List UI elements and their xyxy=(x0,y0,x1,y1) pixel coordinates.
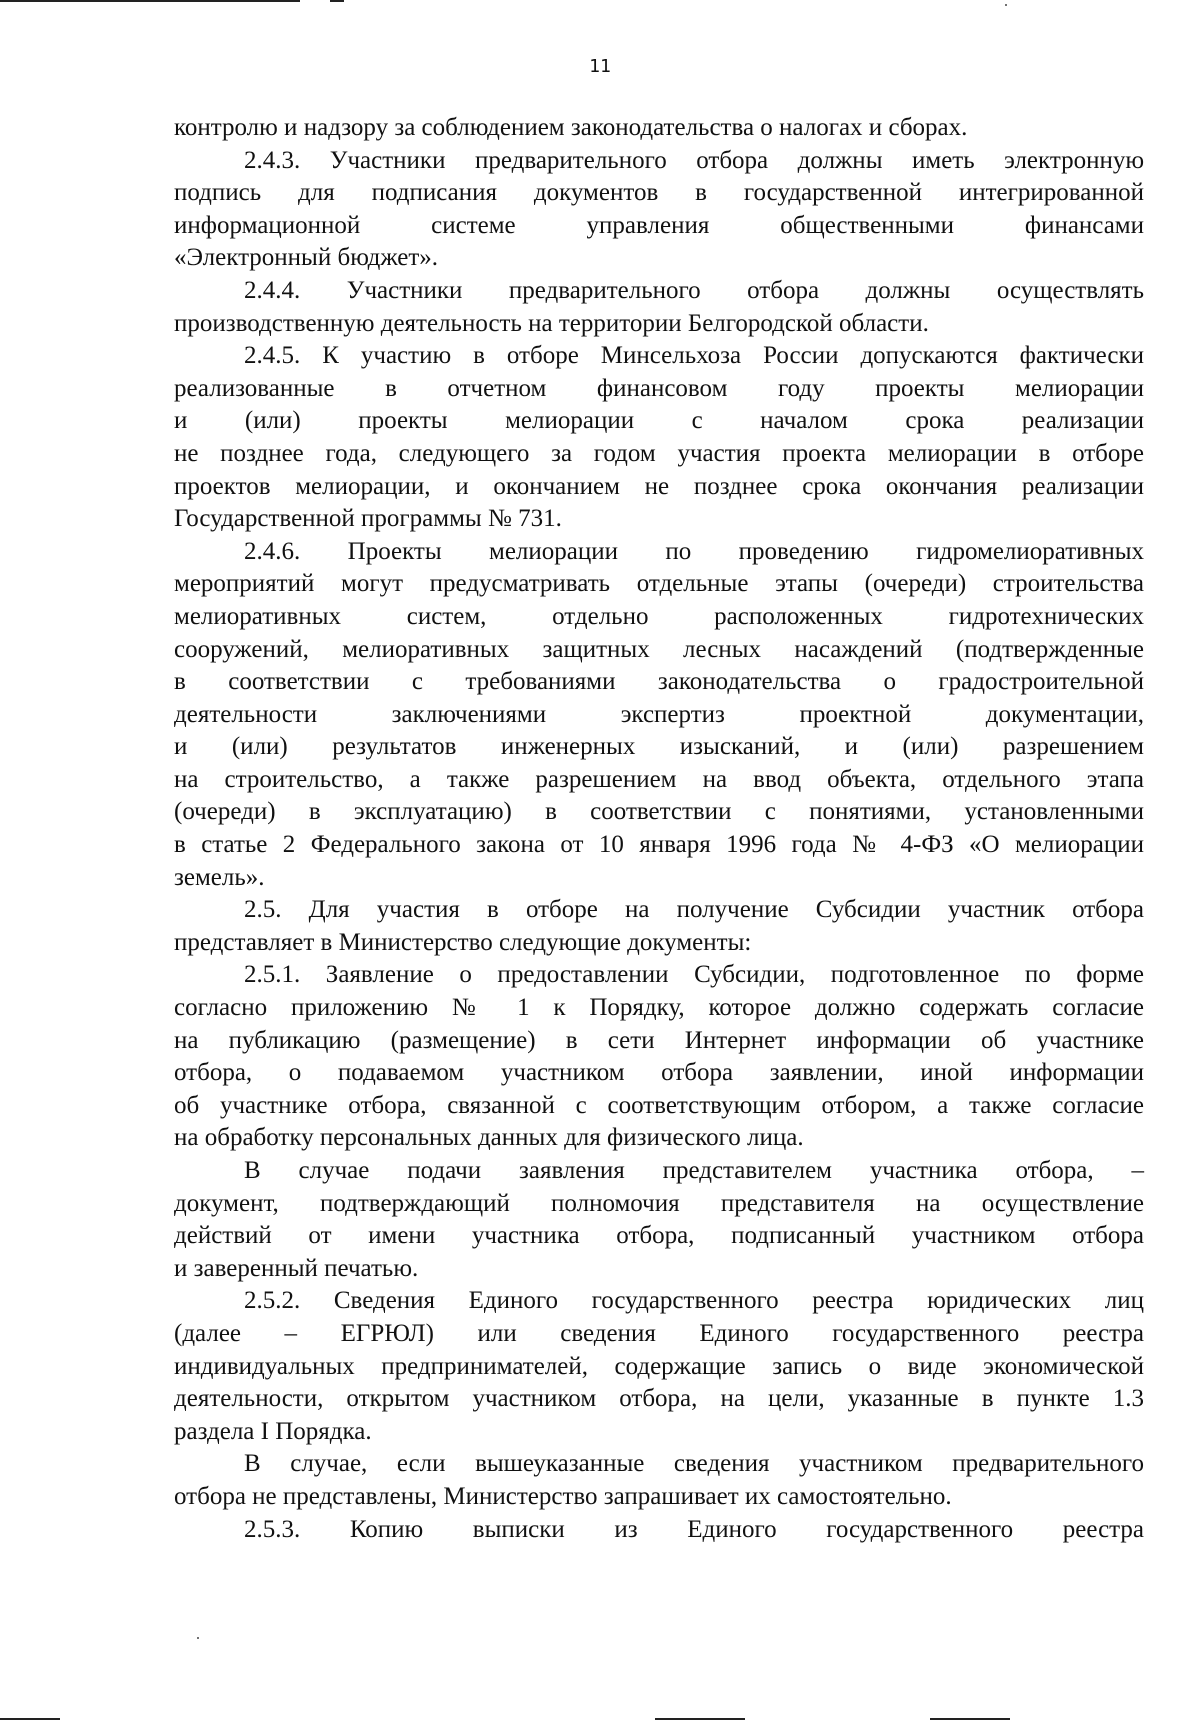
text-line: проектов мелиорации, и окончанием не позднее срока окончания реализации xyxy=(174,472,1144,500)
scan-edge-mark-bottom-right xyxy=(930,1718,1010,1720)
text-line: В случае подачи заявления представителем участника отбора, – xyxy=(244,1157,1144,1184)
text-line: отбора не представлены, Министерство запрашивает их самостоятельно. xyxy=(174,1482,952,1510)
text-line: мелиоративных систем, отдельно расположенных гидротехнических xyxy=(174,602,1144,630)
text-line: и (или) проекты мелиорации с началом срока реализации xyxy=(174,407,1144,435)
text-line: (далее – ЕГРЮЛ) или сведения Единого государственного реестра xyxy=(174,1319,1144,1347)
text-line: отбора, о подаваемом участником отбора заявлении, иной информации xyxy=(174,1059,1144,1087)
scan-edge-mark-top-left xyxy=(0,0,300,2)
text-line: 2.4.6. Проекты мелиорации по проведению гидромелиоративных xyxy=(244,537,1144,565)
text-line: в статье 2 Федерального закона от 10 января 1996 года № 4-ФЗ «О мелиорации xyxy=(174,831,1144,859)
text-line: контролю и надзору за соблюдением законодательства о налогах и сборах. xyxy=(174,114,968,141)
text-line: деятельности, открытом участником отбора, на цели, указанные в пункте 1.3 xyxy=(174,1385,1144,1413)
text-line: в соответствии с требованиями законодательства о градостроительной xyxy=(174,668,1144,696)
text-line: 2.4.4. Участники предварительного отбора должны осуществлять xyxy=(244,276,1144,304)
text-line: В случае, если вышеуказанные сведения участником предварительного xyxy=(244,1450,1144,1478)
text-line: реализованные в отчетном финансовом году проекты мелиорации xyxy=(174,374,1144,402)
scan-speck xyxy=(1005,4,1007,6)
scan-edge-mark-bottom-left xyxy=(0,1718,60,1720)
scan-speck xyxy=(197,1637,199,1639)
text-line: 2.5.1. Заявление о предоставлении Субсидии, подготовленное по форме xyxy=(244,961,1144,989)
text-line: подпись для подписания документов в государственной интегрированной xyxy=(174,179,1144,207)
text-line: 2.5. Для участия в отборе на получение Субсидии участник отбора xyxy=(244,896,1144,924)
text-line: земель». xyxy=(174,863,265,891)
text-line: об участнике отбора, связанной с соответствующим отбором, а также согласие xyxy=(174,1091,1144,1119)
text-line: 2.5.3. Копию выписки из Единого государственного реестра xyxy=(244,1515,1144,1543)
text-line: на строительство, а также разрешением на ввод объекта, отдельного этапа xyxy=(174,765,1144,793)
text-line: и (или) результатов инженерных изысканий, и (или) разрешением xyxy=(174,733,1144,761)
scan-edge-mark-top-mid xyxy=(330,0,344,2)
text-line: на публикацию (размещение) в сети Интернет информации об участнике xyxy=(174,1026,1144,1054)
text-line: 2.4.5. К участию в отборе Минсельхоза России допускаются фактически xyxy=(244,342,1144,370)
text-line: «Электронный бюджет». xyxy=(174,244,439,272)
text-line: производственную деятельность на территории Белгородской области. xyxy=(174,309,929,337)
text-line: информационной системе управления общественными финансами xyxy=(174,211,1144,239)
text-line: на обработку персональных данных для физического лица. xyxy=(174,1124,804,1152)
text-line: (очереди) в эксплуатацию) в соответствии с понятиями, установленными xyxy=(174,798,1144,826)
document-body xyxy=(174,112,1144,1546)
page-number: 11 xyxy=(589,56,611,77)
text-line: мероприятий могут предусматривать отдельные этапы (очереди) строительства xyxy=(174,570,1144,598)
scan-edge-mark-bottom-mid xyxy=(655,1718,745,1720)
text-line: документ, подтверждающий полномочия представителя на осуществление xyxy=(174,1189,1144,1217)
text-line: раздела I Порядка. xyxy=(174,1417,372,1445)
text-line: не позднее года, следующего за годом участия проекта мелиорации в отборе xyxy=(174,439,1144,467)
text-line: и заверенный печатью. xyxy=(174,1254,419,1282)
text-line: 2.5.2. Сведения Единого государственного реестра юридических лиц xyxy=(244,1287,1144,1315)
text-line: индивидуальных предпринимателей, содержащие запись о виде экономической xyxy=(174,1352,1144,1380)
text-line: Государственной программы № 731. xyxy=(174,505,562,533)
text-line: 2.4.3. Участники предварительного отбора должны иметь электронную xyxy=(244,146,1144,174)
text-line: согласно приложению № 1 к Порядку, которое должно содержать согласие xyxy=(174,994,1144,1022)
text-line: деятельности заключениями экспертиз проектной документации, xyxy=(174,700,1144,728)
text-line: представляет в Министерство следующие документы: xyxy=(174,928,752,956)
text-line: сооружений, мелиоративных защитных лесных насаждений (подтвержденные xyxy=(174,635,1144,663)
text-line: действий от имени участника отбора, подписанный участником отбора xyxy=(174,1222,1144,1250)
